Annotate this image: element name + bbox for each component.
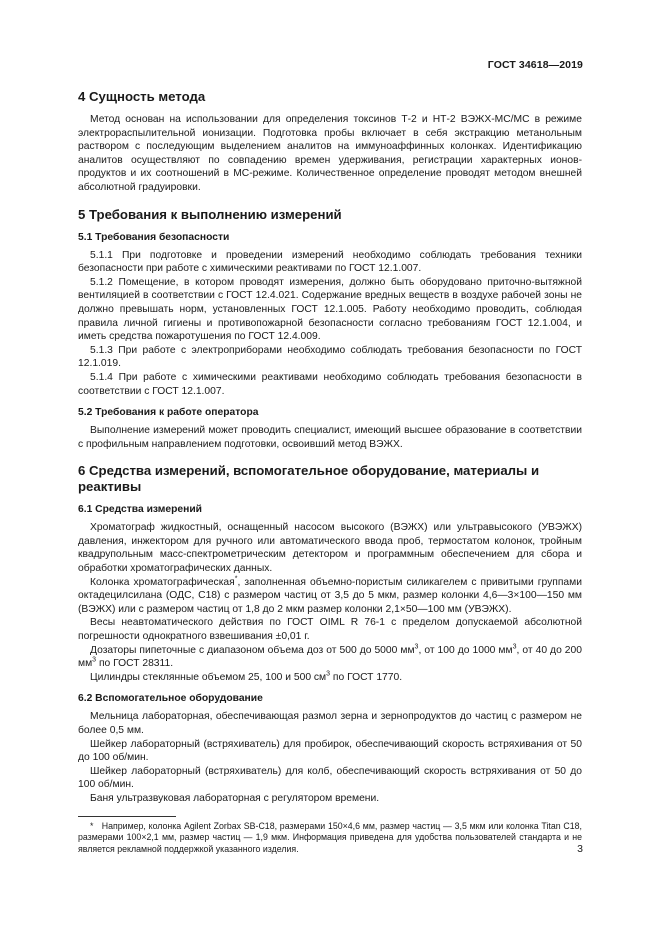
- paragraph-5-1-3: 5.1.3 При работе с электроприборами необходимо соблюдать требования безопасности по ГОСТ 12.1.019.: [78, 344, 582, 370]
- paragraph-column: Колонка хроматографическая*, заполненная объемно-пористым силикагелем с привитыми группами октадецилсилана (ОДС, С18) с размером частиц от 3,5 до 5 мкм, размер колонки 4,6—3×100—150 мм (ВЭЖХ) или с размером частиц от 1,8 до 2 мкм размер колонки 2,1×50—100 мм (УВЭЖХ).: [78, 575, 582, 615]
- section-4-title: 4 Сущность метода: [78, 89, 206, 104]
- paragraph-flask-shaker: Шейкер лабораторный (встряхиватель) для колб, обеспечивающий скорость встряхивания от 50 до 100 об/мин.: [78, 765, 582, 791]
- paragraph-5-1-4: 5.1.4 При работе с химическими реактивами необходимо соблюдать требования безопасности в соответствии с ГОСТ 12.1.007.: [78, 371, 582, 397]
- section-5-title: 5 Требования к выполнению измерений: [78, 206, 342, 222]
- subsection-6-1-title: 6.1 Средства измерений: [78, 504, 203, 516]
- subsection-6-2-title: 6.2 Вспомогательное оборудование: [78, 693, 263, 705]
- subsection-5-2-title: 5.2 Требования к работе оператора: [78, 407, 259, 419]
- subsection-5-1-title: 5.1 Требования безопасности: [78, 231, 230, 243]
- document-id-header: ГОСТ 34618—2019: [487, 59, 583, 71]
- paragraph-dispensers: Дозаторы пипеточные с диапазоном объема доз от 500 до 5000 $мм^3$, от 100 до 1000 $мм^3$, от 40 до 200 $мм^3$ по ГОСТ 28311.: [78, 643, 582, 670]
- footnote-marker: *: [234, 575, 238, 583]
- paragraph-cylinders: Цилиндры стеклянные объемом 25, 100 и 500 $см^3$ по ГОСТ 1770.: [90, 670, 403, 683]
- paragraph-ultrasonic-bath: Баня ультразвуковая лабораторная с регулятором времени.: [90, 792, 380, 804]
- page-content: [78, 89, 582, 855]
- footnote: * Например, колонка Agilent Zorbax SB-C18, размерами 150×4,6 мм, размер частиц — 3,5 мкм или колонка Titan C18, размерами 100×2,1 мм, размер частиц — 1,9 мкм. Информация приведена для удобства пользователей стандарта и не является рекламной поддержкой указанного изделия.: [78, 820, 582, 854]
- paragraph-chromatograph: Хроматограф жидкостный, оснащенный насосом высокого (ВЭЖХ) или ультравысокого (УВЭЖХ) давления, инжектором для ручного или автоматического ввода проб, термостатом колонок, тройным квадрупольным масс-спектрометрическим детектором и программным обеспечением для сбора и обработки хроматографических данных.: [78, 522, 582, 575]
- paragraph-tube-shaker: Шейкер лабораторный (встряхиватель) для пробирок, обеспечивающий скорость встряхивания от 50 до 100 об/мин.: [78, 738, 582, 764]
- footnote-separator: [78, 816, 176, 817]
- paragraph-5-2: Выполнение измерений может проводить специалист, имеющий высшее образование в соответствии с профильным направлением подготовки, освоивший метод ВЭЖХ.: [78, 425, 582, 450]
- paragraph-5-1-1: 5.1.1 При подготовке и проведении измерений необходимо соблюдать требования техники безопасности при работе с химическими реактивами по ГОСТ 12.1.007.: [78, 249, 582, 275]
- page-number: 3: [577, 843, 583, 855]
- paragraph-scales: Весы неавтоматического действия по ГОСТ OIML R 76-1 с пределом допускаемой абсолютной погрешности однократного взвешивания ±0,01 г.: [78, 617, 582, 643]
- paragraph-mill: Мельница лабораторная, обеспечивающая размол зерна и зернопродуктов до частиц с размером не более 0,5 мм.: [78, 711, 582, 736]
- section-4-paragraph: Метод основан на использовании для определения токсинов Т-2 и НТ-2 ВЭЖХ-МС/МС в режиме электрораспылительной ионизации. Подготовка пробы включает в себя экстракцию метанольным раствором с последующим выделением аналитов на иммуноаффинных колонках. Идентификацию аналитов осуществляют по совпадению времен удерживания, регистрации характерных ионов-продуктов и их соотношений в МС-режиме. Количественное определение проводят методом внешней абсолютной градуировки.: [78, 114, 582, 193]
- section-6-title: 6 Средства измерений, вспомогательное оборудование, материалы и реактивы: [78, 463, 540, 495]
- paragraph-5-1-2: 5.1.2 Помещение, в котором проводят измерения, должно быть оборудовано приточно-вытяжной вентиляцией в соответствии с ГОСТ 12.4.021. Содержание вредных веществ в воздухе рабочей зоны не должно превышать норм, установленных ГОСТ 12.1.005. Работу необходимо проводить, соблюдая правила личной гигиены и противопожарной безопасности согласно требованиям ГОСТ 12.1.004, и иметь средства пожаротушения по ГОСТ 12.4.009.: [78, 276, 582, 343]
